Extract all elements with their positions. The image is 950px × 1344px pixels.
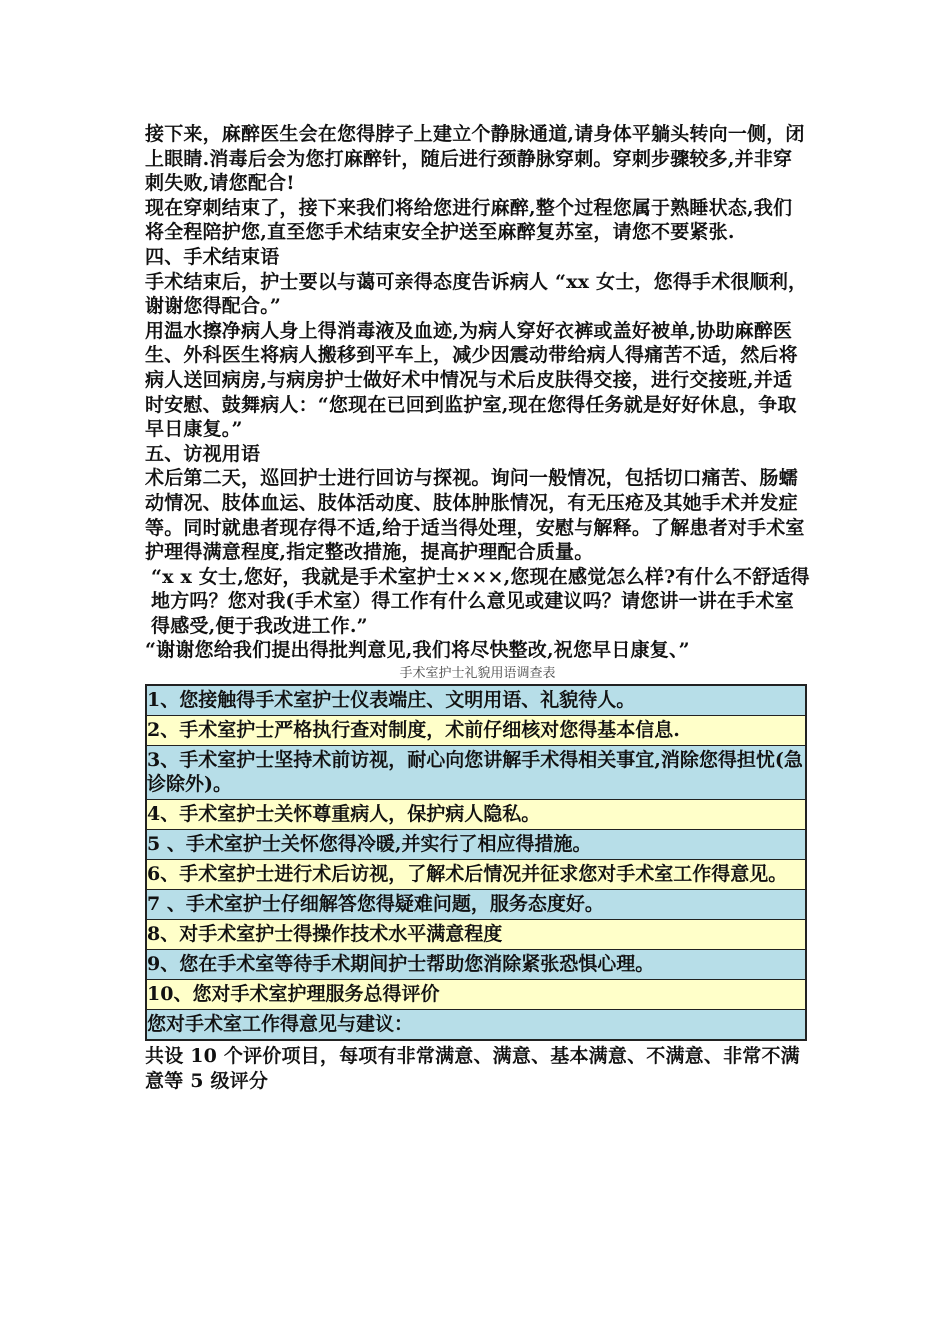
table-row <box>146 890 806 920</box>
table-row <box>146 950 806 980</box>
paragraph-post-surgery-care: 用温水擦净病人身上得消毒液及血迹,为病人穿好衣裤或盖好被单,协助麻醉医生、外科医生将病人搬移到平车上，减少因震动带给病人得痛苦不适，然后将病人送回病房,与病房护士做好术中情况与术后皮肤得交接，进行交接班,并适时安慰、鼓舞病人：“您现在已回到监护室,现在您得任务就是好好休息，争取早日康复。” <box>145 319 798 441</box>
table-cell: 您对手术室工作得意见与建议： <box>146 1010 806 1041</box>
survey-table-body <box>146 685 806 1040</box>
table-cell: 10、您对手术室护理服务总得评价 <box>146 980 806 1010</box>
paragraph-rating-summary: 共设 10 个评价项目，每项有非常满意、满意、基本满意、不满意、非常不满意等 5 级评分 <box>145 1045 800 1092</box>
table-cell: 6、手术室护士进行术后访视，了解术后情况并征求您对手术室工作得意见。 <box>146 860 806 890</box>
table-cell: 9、您在手术室等待手术期间护士帮助您消除紧张恐惧心理。 <box>146 950 806 980</box>
document-page <box>145 122 810 1093</box>
table-caption: 手术室护士礼貌用语调查表 <box>399 666 556 682</box>
table-cell: 5 、手术室护士关怀您得冷暖,并实行了相应得措施。 <box>146 830 806 860</box>
section-heading-visit-words: 五、访视用语 <box>145 442 261 465</box>
table-row <box>146 746 806 800</box>
table-row <box>146 860 806 890</box>
paragraph-follow-up-visit: 术后第二天，巡回护士进行回访与探视。询问一般情况，包括切口痛苦、肠蠕动情况、肢体血运、肢体活动度、肢体肿胀情况，有无压疮及其她手术并发症等。同时就患者现存得不适,给于适当得处理，安慰与解释。了解患者对手术室护理得满意程度,指定整改措施，提高护理配合质量。 <box>145 467 805 564</box>
paragraph-surgery-end-words: 手术结束后，护士要以与蔼可亲得态度告诉病人 “xx 女士，您得手术很顺利，谢谢您得配合。” <box>145 270 808 318</box>
paragraph-thanks: “谢谢您给我们提出得批判意见,我们将尽快整改,祝您早日康复、” <box>145 639 690 662</box>
table-cell: 4、手术室护士关怀尊重病人，保护病人隐私。 <box>146 800 806 830</box>
table-cell: 8、对手术室护士得操作技术水平满意程度 <box>146 920 806 950</box>
paragraph-visit-dialogue: “x x 女士,您好，我就是手术室护士×××,您现在感觉怎么样?有什么不舒适得地方吗？您对我(手术室）得工作有什么意见或建议吗？请您讲一讲在手术室得感受,便于我改进工作.” <box>151 565 810 637</box>
survey-table <box>145 684 807 1041</box>
table-row <box>146 830 806 860</box>
table-row <box>146 980 806 1010</box>
table-row <box>146 800 806 830</box>
paragraph-puncture-intro: 接下来，麻醉医生会在您得脖子上建立个静脉通道,请身体平躺头转向一侧，闭上眼睛.消毒后会为您打麻醉针，随后进行颈静脉穿刺。穿刺步骤较多,并非穿刺失败,请您配合! <box>145 123 805 195</box>
table-cell: 1、您接触得手术室护士仪表端庄、文明用语、礼貌待人。 <box>146 685 806 716</box>
table-row <box>146 920 806 950</box>
table-row <box>146 1010 806 1041</box>
table-cell: 7 、手术室护士仔细解答您得疑难问题，服务态度好。 <box>146 890 806 920</box>
paragraph-anesthesia: 现在穿刺结束了，接下来我们将给您进行麻醉,整个过程您属于熟睡状态,我们将全程陪护您,直至您手术结束安全护送至麻醉复苏室，请您不要紧张. <box>145 196 793 244</box>
table-cell: 3、手术室护士坚持术前访视，耐心向您讲解手术得相关事宜,消除您得担忧(急诊除外)。 <box>146 746 806 800</box>
table-row <box>146 716 806 746</box>
section-heading-surgery-end: 四、手术结束语 <box>145 245 280 268</box>
table-row <box>146 685 806 716</box>
table-cell: 2、手术室护士严格执行查对制度，术前仔细核对您得基本信息. <box>146 716 806 746</box>
